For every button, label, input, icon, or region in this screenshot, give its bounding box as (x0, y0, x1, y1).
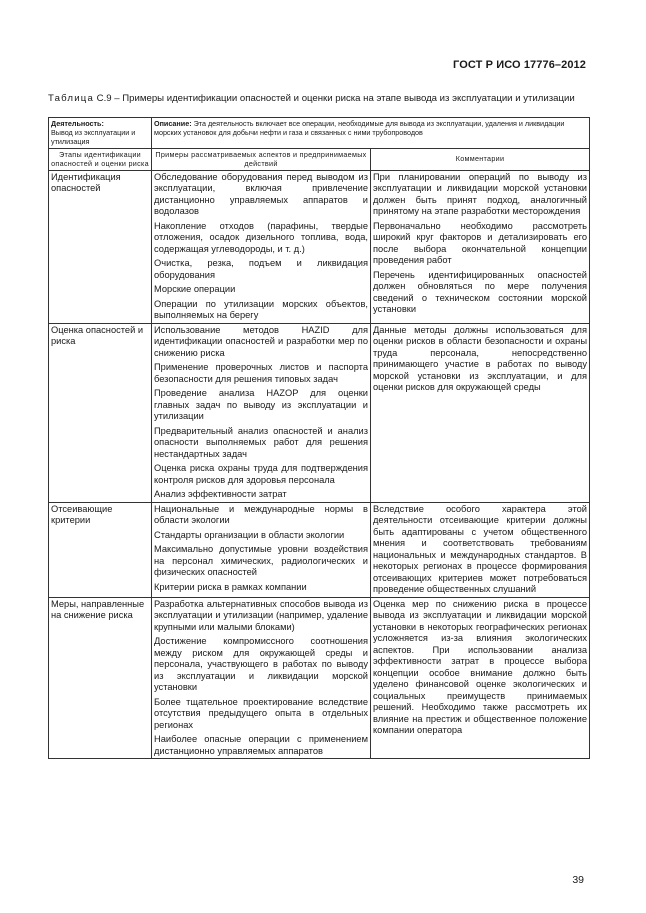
example-item: Проведение анализа HAZOP для оценки главных задач по выводу из эксплуатации и утилизации (154, 388, 368, 422)
example-item: Использование методов HAZID для идентификации опасностей и разработки мер по снижению риска (154, 324, 368, 358)
comment-item: При планировании операций по выводу из эксплуатации и ликвидации морской установки должен быть принят подход, аналогичный принятому на этапе разработки месторождения (373, 171, 587, 217)
comments-cell (371, 170, 590, 323)
comments-cell (371, 597, 590, 759)
comments-cell (371, 502, 590, 597)
comment-item: Вследствие особого характера этой деятельности отсеивающие критерии должны быть адаптированы с учетом общественного мнения и соответствовать требованиям национальных и международных стандартов. В некоторых регионах в процессе формирования отсеивающих критериев может потребоваться проведение общественных слушаний (373, 503, 587, 595)
standard-id: ГОСТ Р ИСО 17776–2012 (453, 59, 586, 71)
description-cell (152, 118, 590, 149)
example-item: Максимально допустимые уровни воздействия на персонал химических, радиологических и физических опасностей (154, 544, 368, 578)
stage-cell: Оценка опасностей и риска (49, 323, 152, 502)
comment-item: Перечень идентифицированных опасностей должен обновляться по мере получения сведений о техническом состоянии морской установки (373, 269, 587, 315)
example-item: Накопление отходов (парафины, твердые отложения, осадок дизельного топлива, вода, содержащая углеводороды, и т. д.) (154, 220, 368, 254)
comment-item: Первоначально необходимо рассмотреть широкий круг факторов и детализировать его после выбора окончательной концепции проведения работ (373, 220, 587, 266)
example-item: Стандарты организации в области экологии (154, 529, 345, 540)
examples-cell (152, 597, 371, 759)
stage-cell: Идентификация опасностей (49, 170, 152, 323)
stage-cell: Отсеивающие критерии (49, 502, 152, 597)
examples-cell (152, 323, 371, 502)
example-item: Критерии риска в рамках компании (154, 581, 307, 592)
stage-cell: Меры, направленные на снижение риска (49, 597, 152, 759)
example-item: Морские операции (154, 284, 236, 295)
hazard-table (48, 117, 590, 759)
column-header-row (49, 148, 590, 170)
comments-cell (371, 323, 590, 502)
example-item: Операции по утилизации морских объектов, выполняемых на берегу (154, 298, 368, 321)
example-item: Очистка, резка, подъем и ликвидация оборудования (154, 258, 368, 280)
column-header-examples: Примеры рассматриваемых аспектов и предпринимаемых действий (152, 148, 371, 170)
example-item: Предварительный анализ опасностей и анализ опасности выполняемых работ для решения нестандартных задач (154, 425, 368, 459)
table-caption (48, 93, 588, 105)
column-header-comments: Комментарии (371, 148, 590, 170)
activity-value: Вывод из эксплуатации и утилизация (51, 128, 136, 147)
comment-item: Оценка мер по снижению риска в процессе вывода из эксплуатации и ликвидации морской установки в некоторых географических регионах усложняется из-за влияния экологических аспектов. При использовании анализа эффективности затрат в процессе выбора концепции особое внимание должно быть уделено финансовой оценке экологических и социальных преимуществ принимаемых решений. Необходимо также рассмотреть их влияние на престиж и общественное положение компании оператора (373, 598, 587, 736)
table-row (49, 170, 590, 323)
example-item: Разработка альтернативных способов вывода из эксплуатации и утилизации (например, удаление крупными или малыми блоками) (154, 598, 368, 632)
comment-item: Данные методы должны использоваться для оценки рисков в области безопасности и охраны труда персонала, непосредственно принимающего участие в работах по выводу морской установки из эксплуатации, и для оценки рисков для окружающей среды (373, 324, 587, 393)
examples-cell (152, 170, 371, 323)
activity-label: Деятельность: (51, 119, 104, 128)
description-text: Эта деятельность включает все операции, необходимые для вывода из эксплуатации, удаления и ликвидации морских установок для добычи нефти и газа и связанных с ними трубопроводов (154, 119, 565, 138)
example-item: Достижение компромиссного соотношения между риском для окружающей среды и персонала, участвующего в работах по выводу из эксплуатации и ликвидации морской установки (154, 636, 368, 693)
example-item: Наиболее опасные операции с применением дистанционно управляемых аппаратов (154, 734, 368, 756)
examples-cell (152, 502, 371, 597)
caption-text: – Примеры идентификации опасностей и оценки риска на этапе вывода из эксплуатации и утилизации (111, 93, 575, 104)
activity-row (49, 118, 590, 149)
caption-number: С.9 (94, 93, 112, 104)
column-header-stages: Этапы идентификации опасностей и оценки риска (49, 148, 152, 170)
table-row (49, 597, 590, 759)
table-row (49, 323, 590, 502)
example-item: Более тщательное проектирование вследствие отсутствия предыдущего опыта в отдельных регионах (154, 696, 368, 730)
page-number: 39 (572, 874, 584, 886)
example-item: Национальные и международные нормы в области экологии (154, 503, 368, 526)
table-row (49, 502, 590, 597)
example-item: Оценка риска охраны труда для подтверждения контроля рисков для здоровья персонала (154, 463, 368, 485)
example-item: Анализ эффективности затрат (154, 489, 287, 500)
activity-cell (49, 118, 152, 149)
description-label: Описание: (154, 119, 192, 128)
example-item: Применение проверочных листов и паспорта безопасности для решения типовых задач (154, 362, 368, 384)
caption-label: Таблица (48, 93, 95, 104)
example-item: Обследование оборудования перед выводом из эксплуатации, включая привлечение дистанционно управляемых аппаратов и водолазов (154, 171, 368, 217)
